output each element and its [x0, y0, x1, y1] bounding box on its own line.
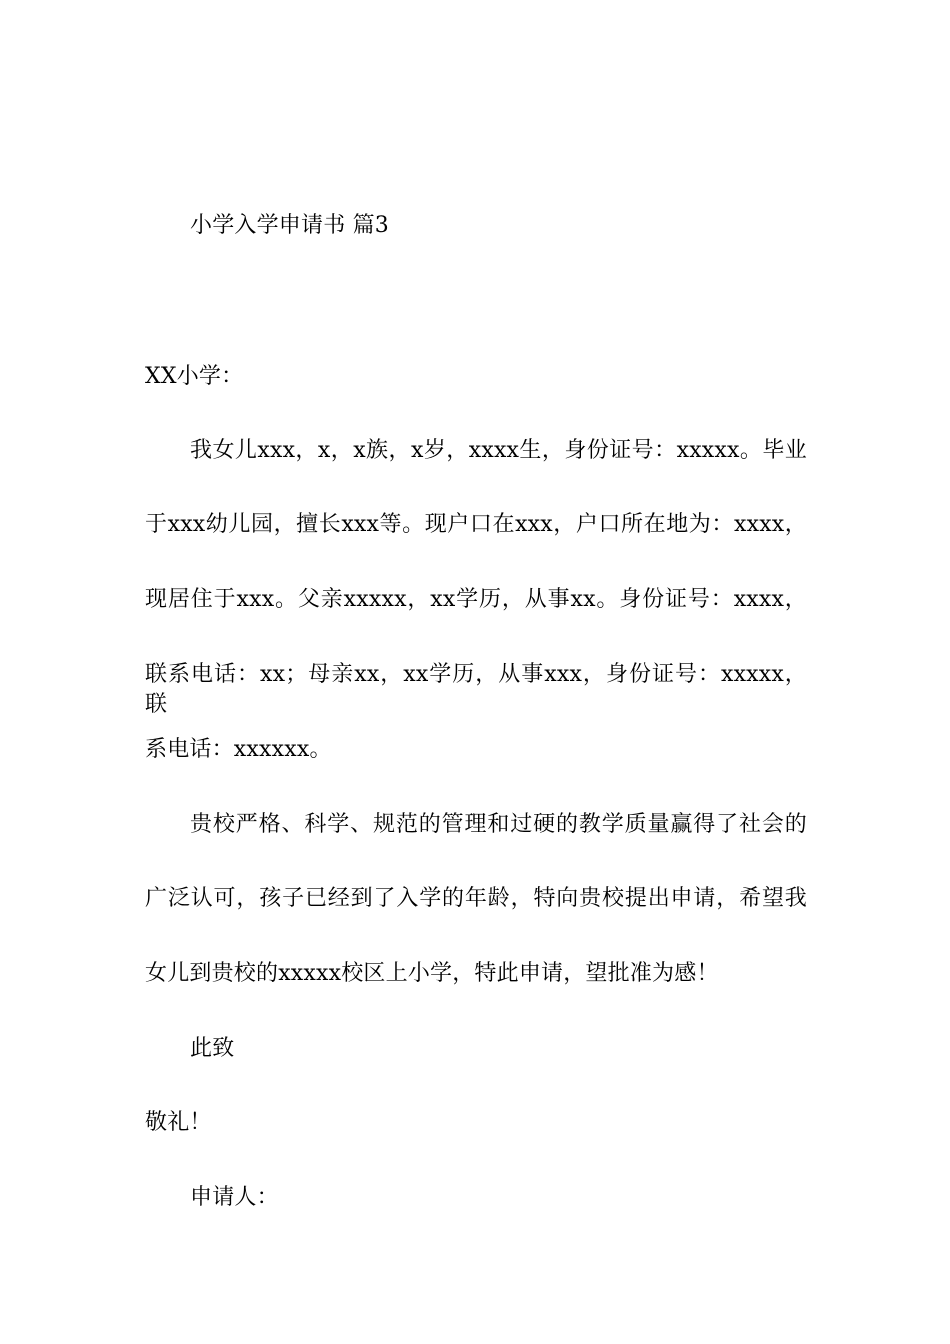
- paragraph-1-line-1: 我女儿xxx，x，x族，x岁，xxxx生，身份证号：xxxxx。毕业: [190, 438, 807, 463]
- closing-line-1: 此致: [190, 1036, 235, 1061]
- document-title: 小学入学申请书 篇3: [190, 213, 389, 238]
- paragraph-2-line-3: 女儿到贵校的xxxxx校区上小学，特此申请，望批准为感！: [145, 961, 719, 986]
- paragraph-1-line-4: 联系电话：xx；母亲xx，xx学历，从事xxx，身份证号：xxxxx，联: [145, 662, 807, 717]
- paragraph-1-line-3: 现居住于xxx。父亲xxxxx，xx学历，从事xx。身份证号：xxxx，: [145, 587, 807, 612]
- paragraph-2-line-2: 广泛认可，孩子已经到了入学的年龄，特向贵校提出申请，希望我: [145, 886, 807, 911]
- paragraph-2-line-1: 贵校严格、科学、规范的管理和过硬的教学质量赢得了社会的: [190, 812, 807, 837]
- salutation: XX小学：: [145, 364, 244, 389]
- paragraph-1-line-5: 系电话：xxxxxx。: [145, 737, 332, 762]
- paragraph-1-line-2: 于xxx幼儿园，擅长xxx等。现户口在xxx，户口所在地为：xxxx，: [145, 512, 807, 537]
- closing-line-2: 敬礼！: [145, 1110, 212, 1135]
- signature-label: 申请人：: [190, 1185, 279, 1210]
